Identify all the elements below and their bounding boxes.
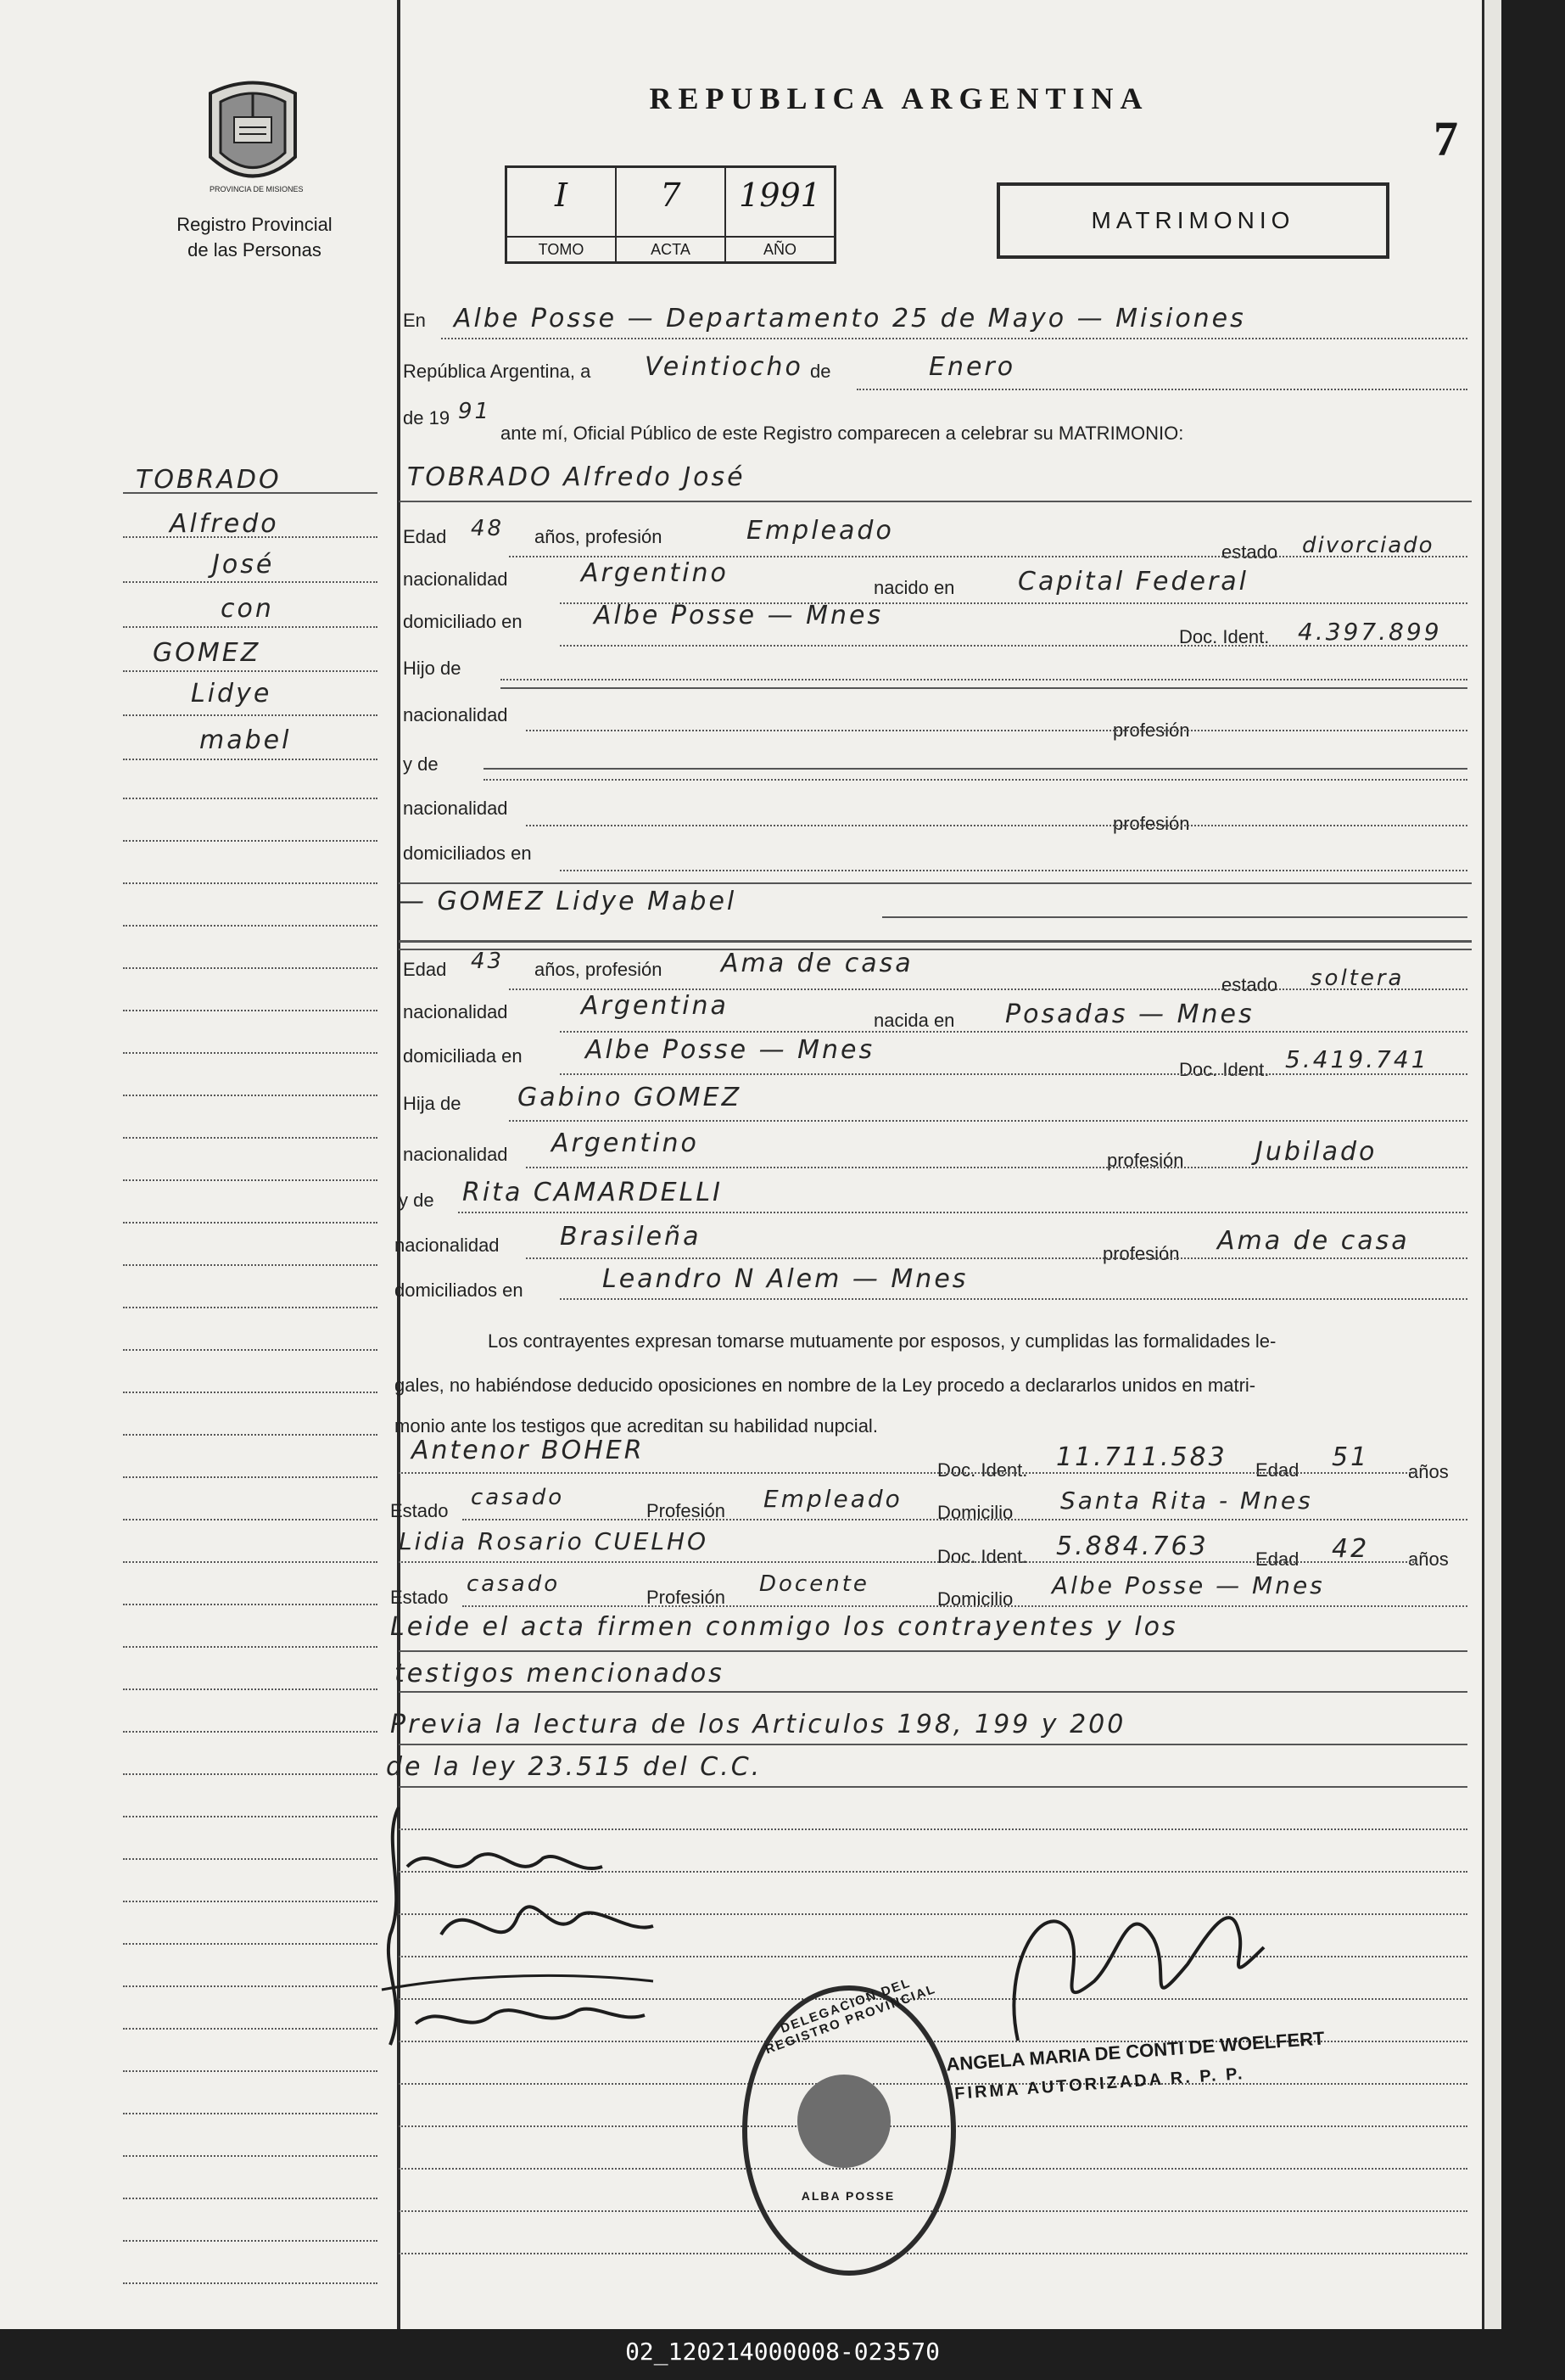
bride-edad-label: Edad	[403, 959, 447, 980]
registry-name-line2: de las Personas	[187, 239, 321, 260]
bride-age: 43	[471, 949, 505, 974]
bride-father-nacionalidad-label: nacionalidad	[403, 1144, 508, 1165]
official-name: ANGELA MARIA DE CONTI DE WOELFERT	[945, 2027, 1326, 2075]
witness1-profesion-label: Profesión	[646, 1500, 725, 1521]
bride-father-profession: Jubilado	[1255, 1137, 1378, 1167]
bride-father-nationality: Argentino	[551, 1128, 699, 1158]
closing-line4: de la ley 23.515 del C.C.	[386, 1752, 763, 1782]
margin-note-line: mabel	[199, 725, 292, 755]
witness2-profesion-label: Profesión	[646, 1587, 725, 1608]
closing-line1: Leide el acta firmen conmigo los contrayentes y los	[390, 1612, 1178, 1642]
groom-name: TOBRADO Alfredo José	[407, 462, 746, 492]
witness1-anos-label: años	[1408, 1461, 1449, 1482]
witness1-doc: 11.711.583	[1056, 1442, 1227, 1472]
en-label: En	[403, 310, 426, 331]
bride-father: Gabino GOMEZ	[517, 1083, 742, 1112]
groom-doc-label: Doc. Ident.	[1179, 626, 1270, 647]
margin-note-line: Alfredo	[170, 509, 279, 539]
bride-nationality: Argentina	[581, 991, 729, 1021]
bride-doc: 5.419.741	[1285, 1045, 1429, 1073]
day-value: Veintiocho	[645, 352, 803, 382]
acta-value: 7	[660, 176, 681, 214]
margin-note-line: TOBRADO	[136, 465, 282, 495]
month-value: Enero	[929, 352, 1016, 382]
bride-profession: Ama de casa	[721, 949, 914, 978]
bride-birthplace: Posadas — Mnes	[1005, 1000, 1255, 1029]
groom-edad-label: Edad	[403, 526, 447, 547]
record-reference-box	[505, 165, 836, 264]
place-value: Albe Posse — Departamento 25 de Mayo — Misiones	[454, 304, 1246, 333]
witness2-name: Lidia Rosario CUELHO	[399, 1527, 709, 1555]
tomo-value: I	[554, 176, 567, 214]
year-prefix: de 19	[403, 407, 450, 428]
bride-profesion-label: años, profesión	[534, 959, 662, 980]
groom-estado-label: estado	[1221, 541, 1278, 563]
groom-parent2-nacionalidad-label: nacionalidad	[403, 798, 508, 819]
stamp-inner-text: ALBA POSSE	[801, 2189, 896, 2203]
bride-estado-label: estado	[1221, 974, 1278, 995]
groom-yde-label: y de	[403, 753, 439, 775]
groom-profession: Empleado	[746, 516, 894, 546]
tomo-label: TOMO	[507, 236, 615, 261]
groom-nacido-label: nacido en	[874, 577, 955, 598]
bride-mother-nationality: Brasileña	[560, 1222, 701, 1252]
bride-parents-domicile: Leandro N Alem — Mnes	[602, 1264, 969, 1294]
witness1-doc-label: Doc. Ident.	[937, 1459, 1028, 1481]
declaration-line2: gales, no habiéndose deducido oposiciones en nombre de la Ley procedo a declararlos unidos en matri-	[394, 1375, 1256, 1396]
margin-note-line: GOMEZ	[153, 638, 261, 668]
bride-nacionalidad-label: nacionalidad	[403, 1001, 508, 1022]
year-value: 91	[458, 399, 492, 424]
witness2-doc: 5.884.763	[1056, 1532, 1209, 1561]
page-title: REPUBLICA ARGENTINA	[649, 81, 1149, 115]
registry-name	[136, 212, 373, 263]
witness1-estado-label: Estado	[390, 1500, 449, 1521]
republica-label: República Argentina, a	[403, 361, 591, 382]
declaration-line3: monio ante los testigos que acreditan su habilidad nupcial.	[394, 1415, 878, 1436]
page-edge	[1482, 0, 1501, 2329]
witness1-domicile: Santa Rita - Mnes	[1060, 1487, 1313, 1515]
witness1-name: Antenor BOHER	[411, 1436, 645, 1465]
groom-age: 48	[471, 516, 505, 541]
bride-parents-domicile-label: domiciliados en	[394, 1280, 523, 1301]
witness2-doc-label: Doc. Ident.	[937, 1546, 1028, 1567]
groom-birthplace: Capital Federal	[1018, 567, 1249, 596]
closing-line2: testigos mencionados	[394, 1659, 724, 1688]
margin-note-line: Lidye	[191, 679, 272, 708]
groom-domicile: Albe Posse — Mnes	[594, 601, 884, 630]
form-type-box: MATRIMONIO	[997, 182, 1389, 259]
groom-parent1-nacionalidad-label: nacionalidad	[403, 704, 508, 725]
witness2-anos-label: años	[1408, 1548, 1449, 1570]
registry-name-line1: Registro Provincial	[176, 214, 333, 235]
intro-text: ante mí, Oficial Público de este Registro comparecen a celebrar su MATRIMONIO:	[500, 423, 1184, 444]
witness2-domicilio-label: Domicilio	[937, 1588, 1014, 1610]
file-id: 02_120214000008-023570	[625, 2338, 940, 2366]
stamp-outer-text: DELEGACION DEL REGISTRO PROVINCIAL	[763, 1975, 938, 2058]
witness2-edad-label: Edad	[1255, 1548, 1300, 1570]
contracting-parties-signatures-icon	[373, 1790, 729, 2070]
closing-line3: Previa la lectura de los Articulos 198, 199 y 200	[390, 1710, 1126, 1739]
bride-domicile: Albe Posse — Mnes	[585, 1035, 875, 1065]
bride-yde-label: y de	[399, 1190, 434, 1211]
declaration-line1: Los contrayentes expresan tomarse mutuamente por esposos, y cumplidas las formalidades le-	[488, 1330, 1277, 1352]
logo-text: PROVINCIA DE MISIONES	[210, 185, 304, 193]
margin-note-line: José	[212, 550, 275, 580]
groom-nacionalidad-label: nacionalidad	[403, 568, 508, 590]
bride-mother-profession: Ama de casa	[1217, 1226, 1410, 1256]
witness1-estado: casado	[471, 1485, 565, 1510]
witness2-age: 42	[1332, 1534, 1370, 1564]
bride-father-profesion-label: profesión	[1107, 1150, 1184, 1171]
bride-doc-label: Doc. Ident.	[1179, 1059, 1270, 1080]
bride-estado: soltera	[1311, 966, 1405, 991]
bride-name: — GOMEZ Lidye Mabel	[399, 887, 737, 916]
groom-parents-domicile-label: domiciliados en	[403, 843, 532, 864]
bride-nacida-label: nacida en	[874, 1010, 955, 1031]
official-signature-icon	[984, 1862, 1289, 2058]
bride-domiciliada-label: domiciliada en	[403, 1045, 523, 1067]
witness1-profession: Empleado	[763, 1485, 903, 1513]
stamp-emblem-icon	[797, 2075, 891, 2168]
groom-nationality: Argentino	[581, 558, 729, 588]
bride-mother: Rita CAMARDELLI	[462, 1178, 723, 1207]
de-label: de	[810, 361, 831, 382]
groom-profesion-label: años, profesión	[534, 526, 662, 547]
page-number: 7	[1434, 111, 1458, 166]
bride-mother-nacionalidad-label: nacionalidad	[394, 1235, 500, 1256]
provincial-coat-of-arms-icon	[202, 76, 304, 195]
bride-mother-profesion-label: profesión	[1103, 1243, 1180, 1264]
groom-estado: divorciado	[1302, 533, 1434, 558]
ano-label: AÑO	[726, 236, 834, 261]
acta-label: ACTA	[617, 236, 724, 261]
witness1-age: 51	[1332, 1442, 1370, 1472]
groom-hijo-label: Hijo de	[403, 658, 461, 679]
groom-parent1-profesion-label: profesión	[1113, 720, 1190, 741]
groom-domiciliado-label: domiciliado en	[403, 611, 523, 632]
witness1-edad-label: Edad	[1255, 1459, 1300, 1481]
bride-hija-label: Hija de	[403, 1093, 461, 1114]
witness2-profession: Docente	[759, 1571, 869, 1597]
witness2-estado: casado	[467, 1571, 561, 1597]
groom-doc: 4.397.899	[1298, 618, 1442, 646]
groom-parent2-profesion-label: profesión	[1113, 813, 1190, 834]
official-title: FIRMA AUTORIZADA R. P. P.	[953, 2064, 1246, 2103]
ano-cell	[726, 168, 834, 261]
tomo-cell	[507, 168, 617, 261]
witness1-domicilio-label: Domicilio	[937, 1502, 1014, 1523]
acta-cell	[617, 168, 726, 261]
witness2-estado-label: Estado	[390, 1587, 449, 1608]
margin-note-line: con	[221, 594, 274, 624]
ano-value: 1991	[739, 176, 821, 214]
witness2-domicile: Albe Posse — Mnes	[1052, 1571, 1325, 1599]
